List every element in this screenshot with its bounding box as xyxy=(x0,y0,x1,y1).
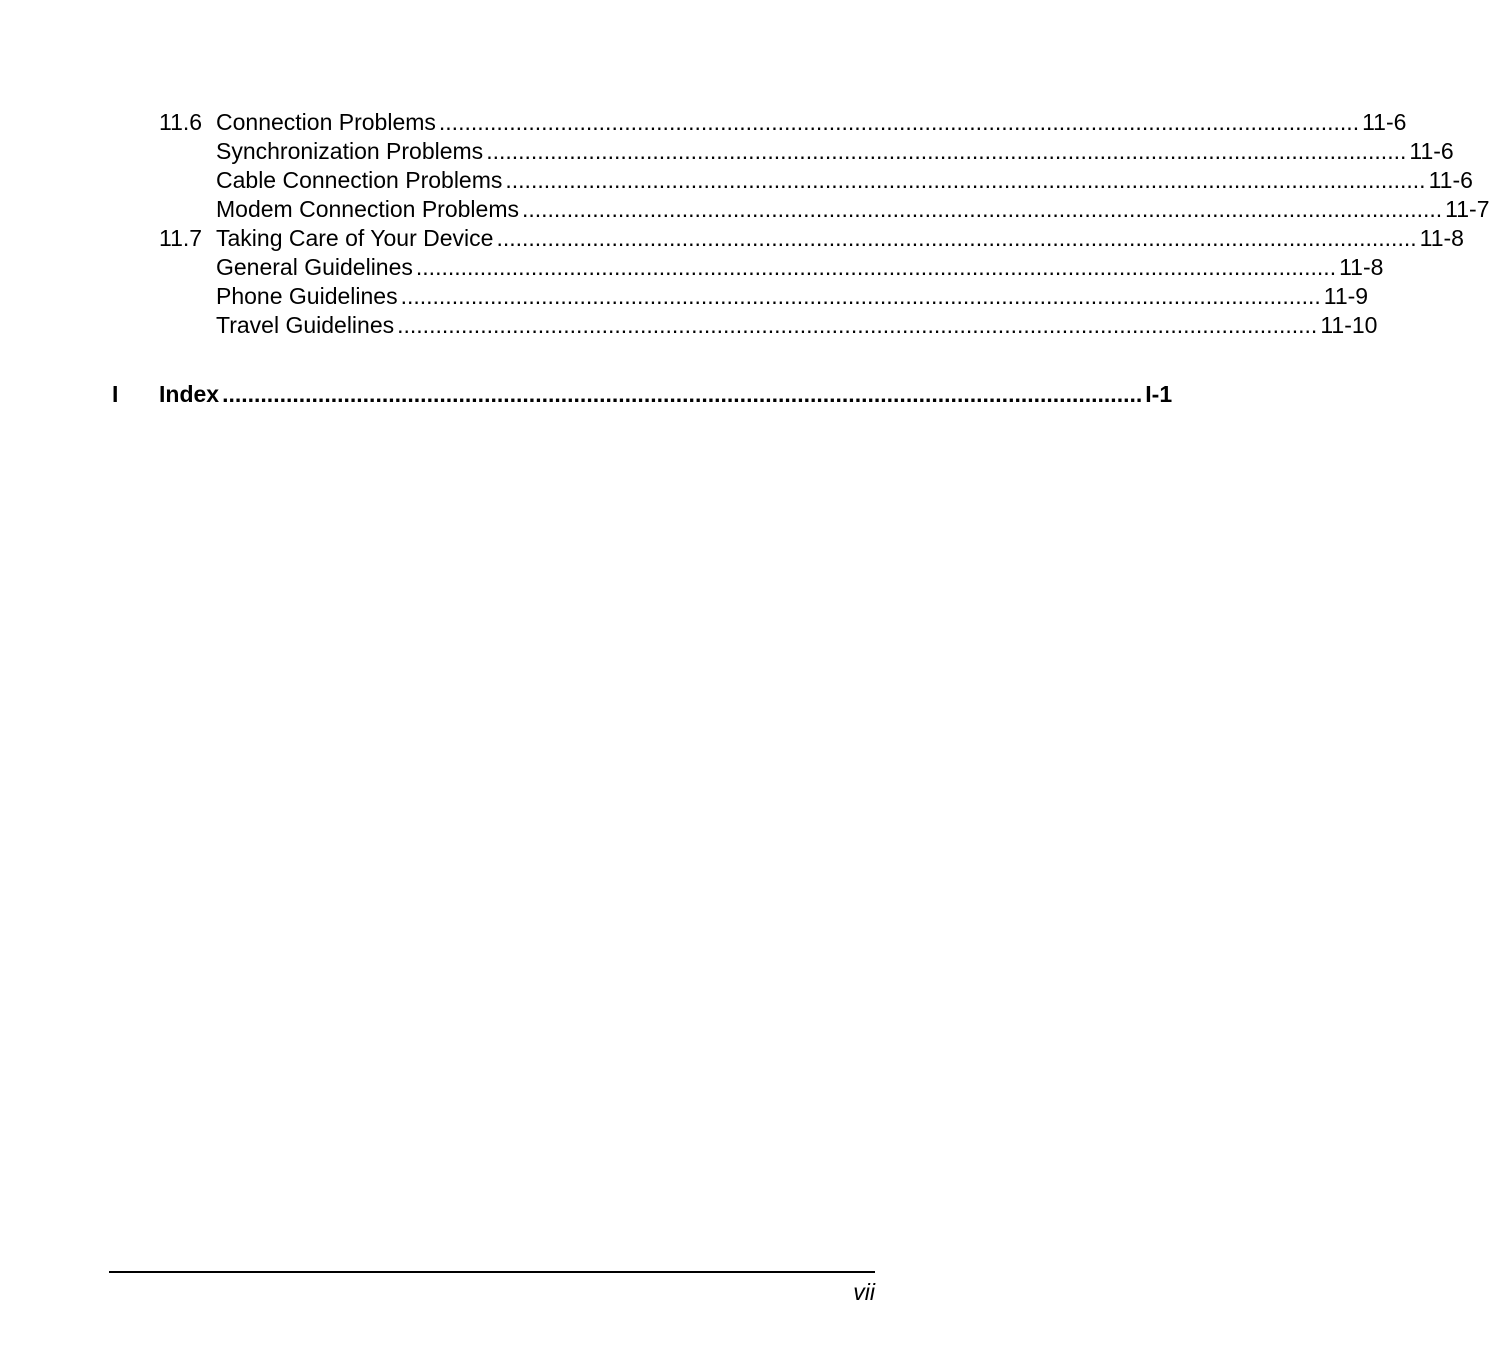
toc-entry-title: Cable Connection Problems xyxy=(216,166,505,195)
toc-page-number: I-1 xyxy=(1142,380,1172,409)
toc-page-number: 11-7 xyxy=(1442,195,1489,224)
footer-divider xyxy=(109,1271,875,1273)
toc-row[interactable] xyxy=(159,253,1384,282)
toc-page-number: 11-8 xyxy=(1336,253,1383,282)
toc-entry-title: Taking Care of Your Device xyxy=(216,224,496,253)
toc-row[interactable] xyxy=(159,311,1378,340)
toc-chapter-row[interactable] xyxy=(112,380,1173,409)
toc-section-number: 11.7 xyxy=(159,225,203,251)
toc-row[interactable] xyxy=(159,195,1490,224)
toc-page-number: 11-6 xyxy=(1426,166,1473,195)
dot-leader: ................................................................................................................................................ xyxy=(505,167,1426,193)
dot-leader: ................................................................................................................................................ xyxy=(222,381,1143,407)
toc-row[interactable] xyxy=(159,224,1464,253)
toc-entry-title: General Guidelines xyxy=(216,253,416,282)
toc-row[interactable] xyxy=(159,108,1407,137)
dot-leader: ................................................................................................................................................ xyxy=(486,138,1407,164)
toc-entry-title: Travel Guidelines xyxy=(216,311,397,340)
dot-leader: ................................................................................................................................................ xyxy=(438,109,1360,135)
dot-leader: ................................................................................................................................................ xyxy=(521,196,1443,222)
toc-entry-title: Synchronization Problems xyxy=(216,137,486,166)
toc-page-number: 11-9 xyxy=(1321,282,1368,311)
dot-leader: ................................................................................................................................................ xyxy=(415,254,1337,280)
dot-leader: ................................................................................................................................................ xyxy=(397,312,1318,338)
toc-entry-title: Connection Problems xyxy=(216,108,439,137)
toc-chapter-title: Index xyxy=(159,380,222,409)
dot-leader: ................................................................................................................................................ xyxy=(496,225,1417,251)
toc-page-number: 11-6 xyxy=(1359,108,1406,137)
toc-page-number: 11-8 xyxy=(1417,224,1464,253)
dot-leader: ................................................................................................................................................ xyxy=(400,283,1321,309)
footer-page-number: vii xyxy=(853,1279,875,1305)
toc-row[interactable] xyxy=(159,137,1454,166)
toc-chapter-number: I xyxy=(112,381,119,407)
toc-row[interactable] xyxy=(159,282,1369,311)
toc-page-number: 11-10 xyxy=(1317,311,1377,340)
toc-section-number: 11.6 xyxy=(159,109,203,135)
toc-entry-title: Modem Connection Problems xyxy=(216,195,522,224)
toc-page-number: 11-6 xyxy=(1406,137,1453,166)
toc-entry-title: Phone Guidelines xyxy=(216,282,401,311)
toc-row[interactable] xyxy=(159,166,1473,195)
